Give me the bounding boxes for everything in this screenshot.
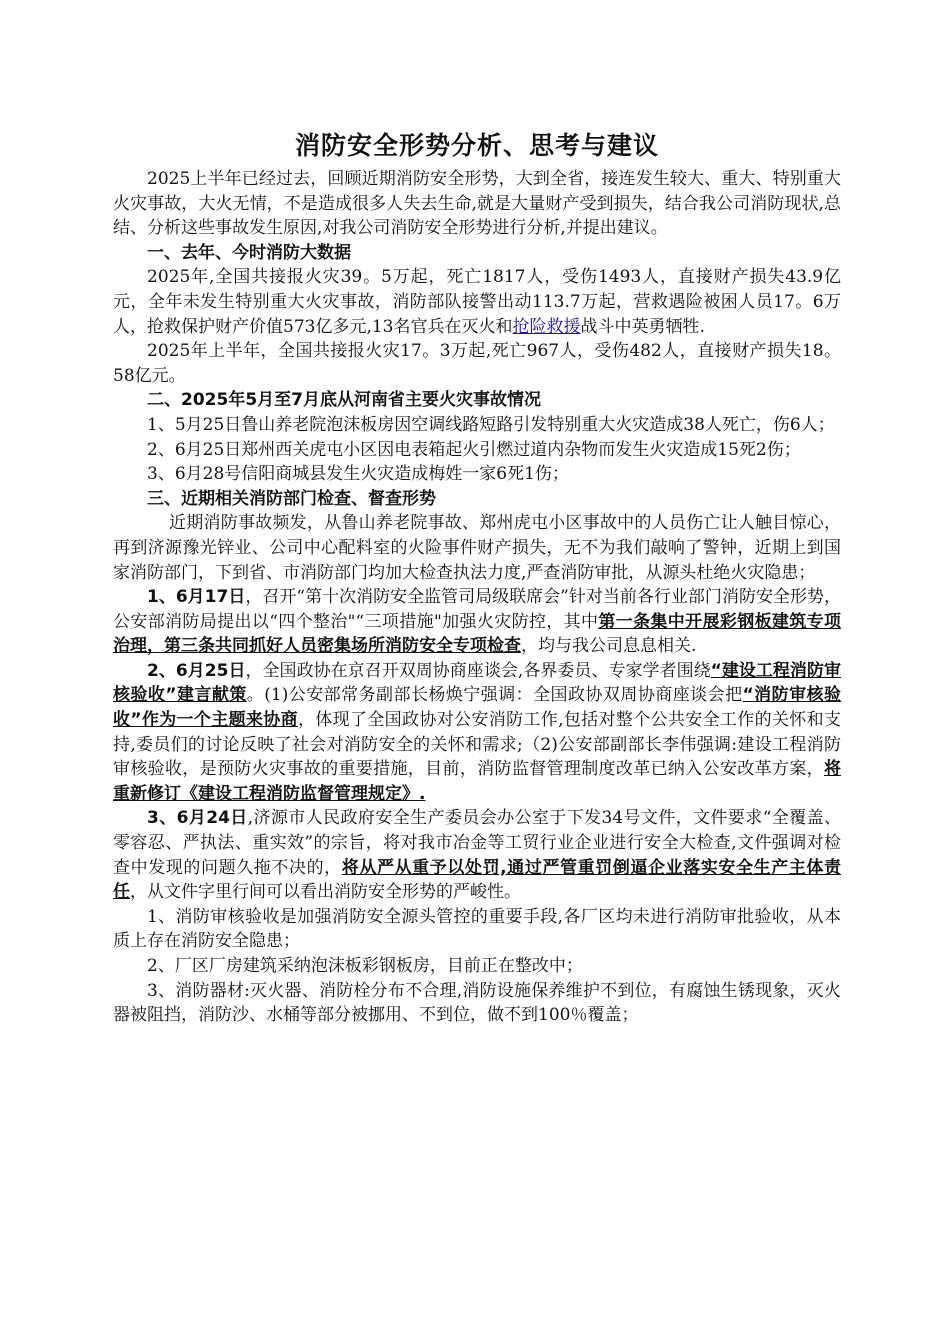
highlight-text: “建设工程消防审核验收”建言献策: [113, 660, 841, 706]
rescue-link[interactable]: 抢险救援: [512, 316, 581, 337]
highlight-text: 第一条集中开展彩钢板建筑专项治理，第三条共同抓好人员密集场所消防安全专项检查: [113, 611, 841, 657]
text: ,济源市人民政府安全生产委员会办公室于下发34号文件，文件要求“全覆盖、零容忍、严执法、重实效”的宗旨，将对我市冶金等工贸行业企业进行安全大检查,文件强调对检查中发现的问题久拖不决的，: [113, 808, 841, 878]
highlight-text: “消防审核验收”作为一个主题来协商: [113, 685, 841, 731]
event-1-paragraph: [113, 585, 841, 659]
event-1-date: 1、6月17日: [147, 587, 246, 608]
section-2-item: 2、6月25日郑州西关虎屯小区因电表箱起火引燃过道内杂物而发生火灾造成15死2伤；: [147, 439, 801, 460]
section-1-heading: 一、去年、今时消防大数据: [147, 242, 351, 263]
event-2-date: 2、6月25日: [147, 660, 246, 681]
text: 战斗中英勇牺牲.: [580, 316, 705, 337]
event-3-date: 3、6月24日: [147, 808, 248, 829]
section-3-heading: 三、近期相关消防部门检查、督查形势: [147, 488, 436, 509]
section-3-intro: 近期消防事故频发，从鲁山养老院事故、郑州虎屯小区事故中的人员伤亡让人触目惊心，再到济源豫光锌业、公司中心配料室的火险事件财产损失，无不为我们敲响了警钟，近期上到国家消防部门，下到省、市消防部门均加大检查执法力度,严查消防审批，从源头杜绝火灾隐患；: [113, 513, 841, 583]
page-title: 消防安全形势分析、思考与建议: [294, 131, 659, 160]
highlight-text: 将重新修订《建设工程消防监督管理规定》.: [113, 759, 841, 804]
section-2-item: 3、6月28号信阳商城县发生火灾造成梅姓一家6死1伤；: [147, 464, 569, 485]
highlight-text: 将从严从重予以处罚,通过严管重罚倒逼企业落实安全生产主体责任: [113, 857, 841, 903]
text: 2025年,全国共接报火灾39。5万起，死亡1817人，受伤1493人，直接财产损失43.9亿元，全年未发生特别重大火灾事故，消防部队接警出动113.7万起，营救遇险被困人员17。6万人，抢救保护财产价值573亿多元,13名官兵在灭火和: [113, 267, 841, 337]
event-2-paragraph: [113, 659, 841, 807]
text: ，召开“第十次消防安全监管司局级联席会”针对当前各行业部门消防安全形势，公安部消防局提出以“四个整治"“三项措施"加强火灾防控，其中: [113, 587, 841, 632]
document-page: [113, 128, 841, 1028]
intro-paragraph: 2025上半年已经过去，回顾近期消防安全形势，大到全省，接连发生较大、重大、特别重大火灾事故，大火无情，不是造成很多人失去生命,就是大量财产受到损失，结合我公司消防现状,总结、分析这些事故发生原因,对我公司消防安全形势进行分析,并提出建议。: [113, 169, 841, 239]
event-3-paragraph: [113, 806, 841, 904]
section-2-item: 1、5月25日鲁山养老院泡沫板房因空调线路短路引发特别重大火灾造成38人死亡，伤6人；: [147, 414, 835, 435]
section-1-paragraph-1: [113, 265, 841, 339]
text: ，均与我公司息息相关.: [521, 636, 697, 657]
text: ，从文件字里行间可以看出消防安全形势的严峻性。: [130, 882, 521, 903]
text: 。(1)公安部常务副部长杨焕宁强调：全国政协双周协商座谈会把: [246, 685, 743, 706]
section-1-paragraph-2: 2025年上半年，全国共接报火灾17。3万起,死亡967人，受伤482人，直接财产损失18。58亿元。: [113, 341, 841, 386]
text: ，体现了全国政协对公安消防工作,包括对整个公共安全工作的关怀和支持,委员们的讨论反映了社会对消防安全的关怀和需求;（2)公安部副部长李伟强调:建设工程消防审核验收，是预防火灾事故的重要措施，目前，消防监督管理制度改革已纳入公安改革方案，: [113, 710, 841, 780]
issue-item: 1、消防审核验收是加强消防安全源头管控的重要手段,各厂区均未进行消防审批验收，从本质上存在消防安全隐患；: [113, 906, 841, 952]
text: ，全国政协在京召开双周协商座谈会,各界委员、专家学者围绕: [245, 660, 711, 681]
issue-item: 2、厂区厂房建筑采纳泡沫板彩钢板房，目前正在整改中；: [147, 956, 583, 976]
section-2-heading: 二、2025年5月至7月底从河南省主要火灾事故情况: [147, 390, 541, 411]
issue-item: 3、消防器材:灭火器、消防栓分布不合理,消防设施保养维护不到位，有腐蚀生锈现象，灭火器被阻挡，消防沙、水桶等部分被挪用、不到位，做不到100％覆盖；: [113, 980, 841, 1026]
